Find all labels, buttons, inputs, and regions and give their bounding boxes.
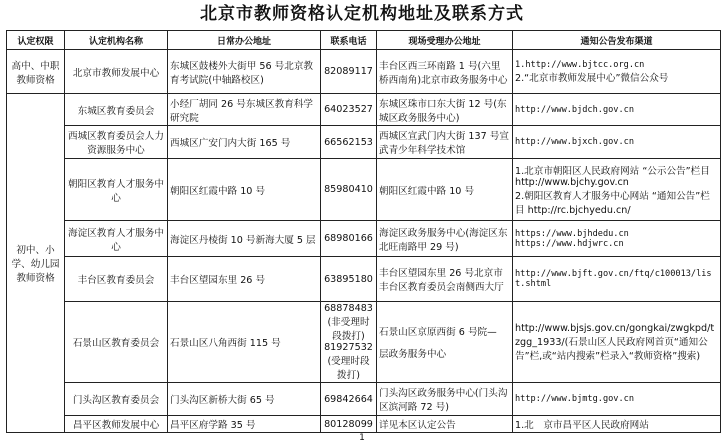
address-cell: 朝阳区红霞中路 10 号 [168,159,321,221]
header-onsite: 现场受理办公地址 [377,31,513,50]
phone-cell: 66562153 [321,126,377,159]
org-cell: 北京市教师发展中心 [65,50,168,94]
notice-link[interactable]: http://www.bjdch.gov.cn [513,94,721,126]
header-address: 日常办公地址 [168,31,321,50]
phone-cell: 69842664 [321,383,377,416]
table-row [7,416,721,433]
onsite-cell [377,302,513,383]
org-cell: 西城区教育委员会人力资源服务中心 [65,126,168,159]
contact-table [6,30,721,433]
table-header-row [7,31,721,50]
phone-cell: 85980410 [321,159,377,221]
table-row [7,257,721,302]
onsite-cell: 海淀区政务服务中心(海淀区东北旺南路甲 29 号) [377,221,513,257]
notice-cell [513,159,721,221]
org-cell: 门头沟区教育委员会 [65,383,168,416]
table-row [7,94,721,126]
table-row [7,383,721,416]
notice-cell [513,50,721,94]
notice-cell: http://www.bjsjs.gov.cn/gongkai/zwgkpd/tzgg_1933/(石景山区人民政府网首页“通知公告”栏,或“站内搜索”栏录入“教师资格”搜索) [513,302,721,383]
page-number: 1 [359,433,365,443]
table-row [7,50,721,94]
onsite-cell: 详见本区认定公告 [377,416,513,433]
notice-cell: 1.北 京市昌平区人民政府网站 [513,416,721,433]
phone-line: 81927532(受理时段拨打) [324,342,373,381]
table-row [7,302,721,383]
notice-cell [513,221,721,257]
notice-link[interactable]: https://www.hdjwrc.cn [515,238,624,249]
notice-link[interactable]: 1.http://www.bjtcc.org.cn [515,59,645,70]
header-phone: 联系电话 [321,31,377,50]
address-cell: 东城区鼓楼外大街甲 56 号北京教育考试院(中轴路校区) [168,50,321,94]
phone-cell: 82089117 [321,50,377,94]
onsite-cell: 东城区珠市口东大街 12 号(东城区政务服务中心) [377,94,513,126]
header-notice: 通知公告发布渠道 [513,31,721,50]
table-row [7,126,721,159]
address-cell: 丰台区望园东里 26 号 [168,257,321,302]
scope-cell: 初中、小学、幼儿园教师资格 [7,94,65,433]
onsite-line: 层政务服务中心 [379,349,447,360]
onsite-cell: 门头沟区政务服务中心(门头沟区滨河路 72 号) [377,383,513,416]
page-title: 北京市教师资格认定机构地址及联系方式 [200,4,524,24]
org-cell: 东城区教育委员会 [65,94,168,126]
address-cell: 西城区广安门内大街 165 号 [168,126,321,159]
phone-cell: 68980166 [321,221,377,257]
notice-text: 2.朝阳区教育人才服务中心网站 “通知公告”栏目 http://rc.bjchyedu.cn/ [515,191,710,216]
org-cell: 丰台区教育委员会 [65,257,168,302]
org-cell: 昌平区教师发展中心 [65,416,168,433]
onsite-cell: 西城区宣武门内大街 137 号宣武青少年科学技术馆 [377,126,513,159]
phone-cell: 64023527 [321,94,377,126]
onsite-cell: 朝阳区红霞中路 10 号 [377,159,513,221]
notice-link[interactable]: http://www.bjft.gov.cn/ftq/c100013/list.shtml [513,257,721,302]
address-cell: 海淀区丹棱街 10 号新海大厦 5 层 [168,221,321,257]
onsite-line: 石景山区京原西街 6 号院— [379,327,497,338]
org-cell: 石景山区教育委员会 [65,302,168,383]
address-cell: 小经厂胡同 26 号东城区教育科学研究院 [168,94,321,126]
onsite-cell: 丰台区西三环南路 1 号(六里桥西南角)北京市政务服务中心 [377,50,513,94]
notice-link[interactable]: https://www.bjhdedu.cn [515,228,629,239]
notice-text: 1.北京市朝阳区人民政府网站 “公示公告”栏目 http://www.bjchy.gov.cn [515,166,710,188]
phone-cell: 80128099 [321,416,377,433]
scope-cell: 高中、中职教师资格 [7,50,65,94]
table-row [7,159,721,221]
org-cell: 海淀区教育人才服务中心 [65,221,168,257]
table-row [7,221,721,257]
address-cell: 昌平区府学路 35 号 [168,416,321,433]
phone-cell: 63895180 [321,257,377,302]
onsite-cell: 丰台区望园东里 26 号北京市丰台区教育委员会南侧西大厅 [377,257,513,302]
notice-link[interactable]: http://www.bjxch.gov.cn [513,126,721,159]
org-cell: 朝阳区教育人才服务中心 [65,159,168,221]
header-org: 认定机构名称 [65,31,168,50]
phone-cell [321,302,377,383]
address-cell: 门头沟区新桥大街 65 号 [168,383,321,416]
notice-text: 2.“北京市教师发展中心”微信公众号 [515,72,669,84]
notice-link[interactable]: http://www.bjmtg.gov.cn [513,383,721,416]
phone-line: 68878483(非受理时段拨打) [324,303,373,342]
header-scope: 认定权限 [7,31,65,50]
address-cell: 石景山区八角西街 115 号 [168,302,321,383]
